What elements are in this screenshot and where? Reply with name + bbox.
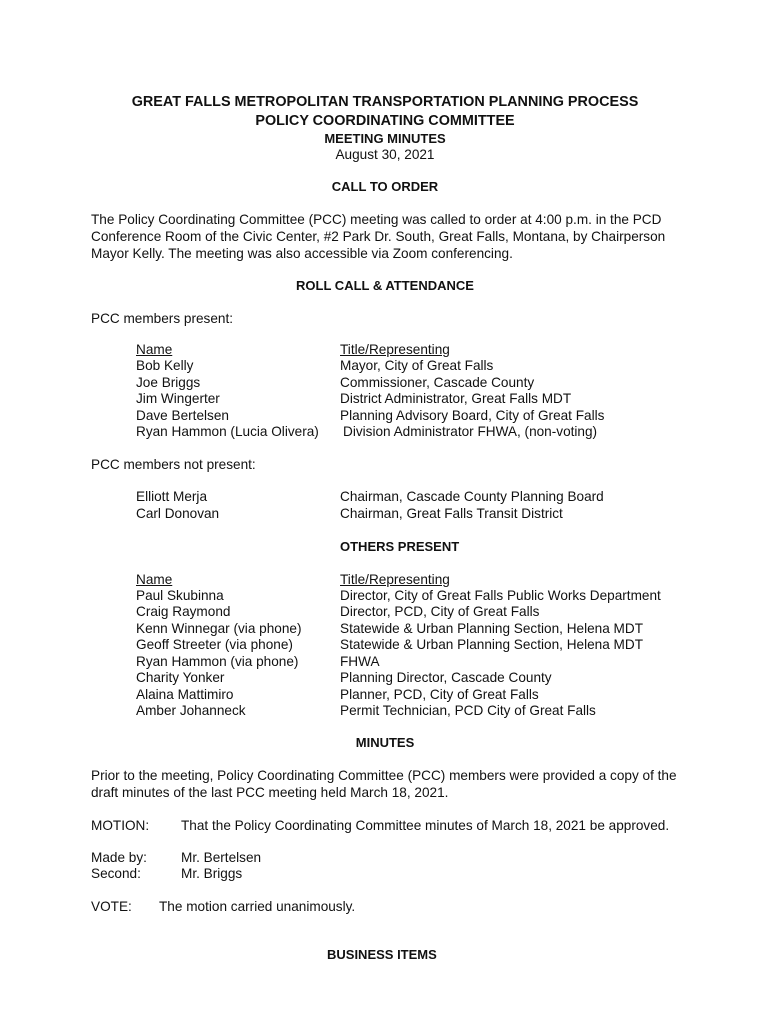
present-name-header: Name <box>136 342 173 357</box>
others-present-heading: OTHERS PRESENT <box>340 539 460 554</box>
vote-text: The motion carried unanimously. <box>159 899 356 914</box>
made-by-value: Mr. Bertelsen <box>181 850 262 865</box>
attendee-name: Kenn Winnegar (via phone) <box>136 621 302 636</box>
motion-text: That the Policy Coordinating Committee minutes of March 18, 2021 be approved. <box>181 818 670 833</box>
business-items-heading: BUSINESS ITEMS <box>327 947 437 962</box>
present-member-name: Jim Wingerter <box>136 391 220 406</box>
second-label: Second: <box>91 866 141 881</box>
present-member-name: Bob Kelly <box>136 358 194 373</box>
absent-member-title: Chairman, Great Falls Transit District <box>340 506 563 521</box>
absent-member-name: Carl Donovan <box>136 506 220 521</box>
present-member-title: Planning Advisory Board, City of Great Falls <box>340 408 605 423</box>
present-member-title: Commissioner, Cascade County <box>340 375 535 390</box>
others-name-header: Name <box>136 572 173 587</box>
attendee-name: Craig Raymond <box>136 604 231 619</box>
attendee-title: Statewide & Urban Planning Section, Helena MDT <box>340 637 643 652</box>
present-member-name: Dave Bertelsen <box>136 408 229 423</box>
vote-label: VOTE: <box>91 899 132 914</box>
members-not-present-label: PCC members not present: <box>91 457 256 472</box>
attendee-name: Charity Yonker <box>136 670 225 685</box>
attendee-name: Geoff Streeter (via phone) <box>136 637 293 652</box>
present-member-title: Mayor, City of Great Falls <box>340 358 494 373</box>
absent-member-name: Elliott Merja <box>136 489 208 504</box>
attendee-name: Amber Johanneck <box>136 703 246 718</box>
minutes-heading: MINUTES <box>355 735 415 750</box>
minutes-line-1: Prior to the meeting, Policy Coordinating Committee (PCC) members were provided a copy of the <box>91 768 677 783</box>
document-title-line2: POLICY COORDINATING COMMITTEE <box>255 113 515 129</box>
document-title-line1: GREAT FALLS METROPOLITAN TRANSPORTATION PLANNING PROCESS <box>131 94 639 110</box>
call-to-order-line-3: Mayor Kelly. The meeting was also accessible via Zoom conferencing. <box>91 246 513 261</box>
call-to-order-heading: CALL TO ORDER <box>331 179 439 194</box>
attendee-name: Paul Skubinna <box>136 588 224 603</box>
attendee-title: Permit Technician, PCD City of Great Falls <box>340 703 596 718</box>
attendee-title: Director, City of Great Falls Public Works Department <box>340 588 661 603</box>
present-member-title: Division Administrator FHWA, (non-voting) <box>343 424 598 439</box>
others-title-header: Title/Representing <box>340 572 450 587</box>
attendee-title: Statewide & Urban Planning Section, Helena MDT <box>340 621 643 636</box>
members-present-label: PCC members present: <box>91 311 234 326</box>
attendee-title: Director, PCD, City of Great Falls <box>340 604 540 619</box>
attendee-title: Planner, PCD, City of Great Falls <box>340 687 539 702</box>
call-to-order-line-1: The Policy Coordinating Committee (PCC) meeting was called to order at 4:00 p.m. in the PCD <box>91 212 662 227</box>
meeting-date: August 30, 2021 <box>335 147 435 162</box>
call-to-order-line-2: Conference Room of the Civic Center, #2 Park Dr. South, Great Falls, Montana, by Chairperson <box>91 229 666 244</box>
roll-call-heading: ROLL CALL & ATTENDANCE <box>296 278 474 293</box>
present-member-name: Joe Briggs <box>136 375 201 390</box>
absent-member-title: Chairman, Cascade County Planning Board <box>340 489 604 504</box>
made-by-label: Made by: <box>91 850 147 865</box>
attendee-name: Ryan Hammon (via phone) <box>136 654 299 669</box>
present-member-name: Ryan Hammon (Lucia Olivera) <box>136 424 319 439</box>
attendee-title: Planning Director, Cascade County <box>340 670 552 685</box>
second-value: Mr. Briggs <box>181 866 243 881</box>
minutes-line-2: draft minutes of the last PCC meeting held March 18, 2021. <box>91 785 449 800</box>
document-subtitle: MEETING MINUTES <box>324 131 446 146</box>
motion-label: MOTION: <box>91 818 150 833</box>
present-member-title: District Administrator, Great Falls MDT <box>340 391 572 406</box>
attendee-name: Alaina Mattimiro <box>136 687 234 702</box>
attendee-title: FHWA <box>340 654 380 669</box>
present-title-header: Title/Representing <box>340 342 450 357</box>
